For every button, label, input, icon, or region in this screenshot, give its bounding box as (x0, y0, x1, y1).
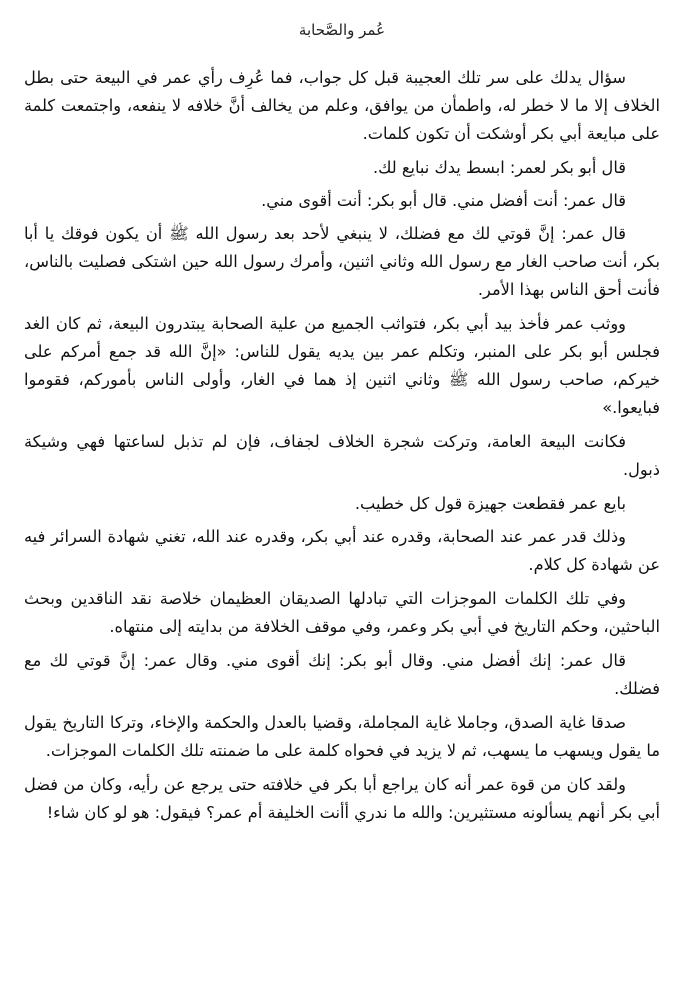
paragraph-2: قال أبو بكر لعمر: ابسط يدك نبايع لك. (373, 158, 626, 177)
paragraph-7: بايع عمر فقطعت جهيزة قول كل خطيب. (354, 494, 626, 513)
paragraph-8: وذلك قدر عمر عند الصحابة، وقدره عند أبي بكر، وقدره عند الله، تغني شهادة السرائر فيه عن شهادة كل كلام. (24, 527, 660, 574)
paragraph-6: فكانت البيعة العامة، وتركت شجرة الخلاف لجفاف، فإن لم تذبل لساعتها فهي وشيكة ذبول. (24, 432, 660, 479)
paragraph-10: قال عمر: إنك أفضل مني. وقال أبو بكر: إنك أقوى مني. وقال عمر: إنَّ قوتي لك مع فضلك. (24, 651, 660, 698)
running-head: عُمر والصَّحابة (298, 21, 386, 39)
paragraph-4: قال عمر: إنَّ قوتي لك مع فضلك، لا ينبغي لأحد بعد رسول الله ﷺ أن يكون فوقك يا أبا بكر، أنت صاحب الغار مع رسول الله وثاني اثنين، وأمرك رسول الله حين اشتكى فصليت بالناس، فأنت أحق الناس بهذا الأمر. (24, 224, 660, 299)
paragraph-9: وفي تلك الكلمات الموجزات التي تبادلها الصديقان العظيمان خلاصة نقد الناقدين وبحث الباحثين، وحكم التاريخ في أبي بكر وعمر، وفي موقف الخلافة من بدايته إلى منتهاه. (24, 589, 660, 636)
paragraph-5: ووثب عمر فأخذ بيد أبي بكر، فتواثب الجميع من علية الصحابة يبتدرون البيعة، ثم كان الغد فجلس أبو بكر على المنبر، وتكلم عمر بين يديه يقول للناس: «إنَّ الله قد جمع أمركم على خيركم، صاحب رسول الله ﷺ وثاني اثنين إذ هما في الغار، وأولى الناس بأموركم، فقوموا فبايعوا.» (24, 314, 660, 417)
paragraph-1: سؤال يدلك على سر تلك العجيبة قبل كل جواب، فما عُرِف رأي عمر في البيعة حتى بطل الخلاف إلا ما لا خطر له، واطمأن من يوافق، وعلم من يخالف أنَّ خلافه لا ينفعه، واجتمعت كلمة على مبايعة أبي بكر أوشكت أن تكون كلمات. (24, 68, 660, 143)
body-text (24, 64, 660, 827)
paragraph-11: صدقا غاية الصدق، وجاملا غاية المجاملة، وقضيا بالعدل والحكمة والإخاء، وتركا التاريخ يقول ما يقول ويسهب ما يسهب، ثم لا يزيد في فحواه كلمة على ما ضمنته تلك الكلمات الموجزات. (24, 713, 660, 760)
paragraph-3: قال عمر: أنت أفضل مني. قال أبو بكر: أنت أقوى مني. (261, 191, 626, 210)
paragraph-12: ولقد كان من قوة عمر أنه كان يراجع أبا بكر في خلافته حتى يرجع عن رأيه، وكان من فضل أبي بكر أنهم يسألونه مستثيرين: والله ما ندري أأنت الخليفة أم عمر؟ فيقول: هو لو كان شاء! (24, 775, 660, 822)
